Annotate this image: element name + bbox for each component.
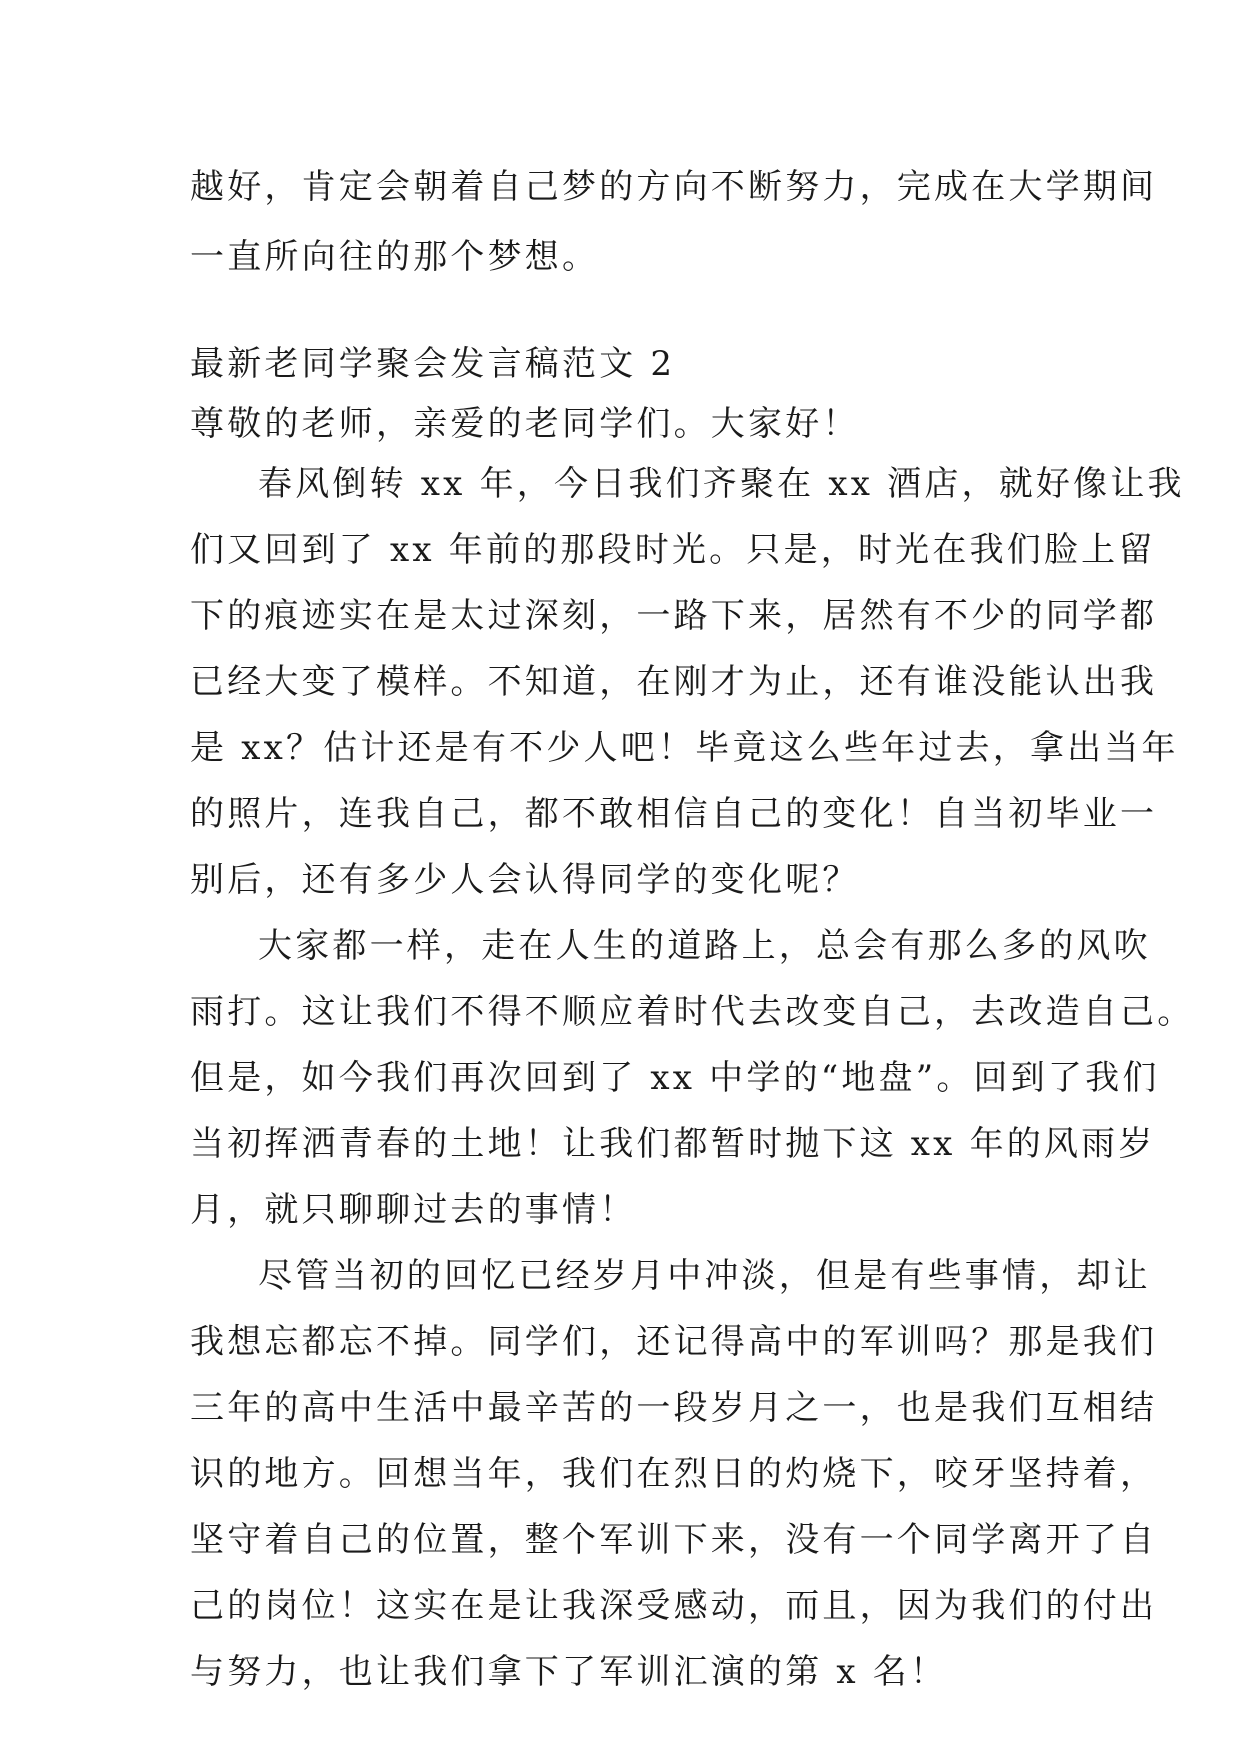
paragraph-3-line: 己的岗位！这实在是让我深受感动，而且，因为我们的付出 xyxy=(190,1586,1158,1626)
paragraph-3-line: 识的地方。回想当年，我们在烈日的灼烧下，咬牙坚持着， xyxy=(190,1454,1158,1494)
paragraph-1-line: 已经大变了模样。不知道，在刚才为止，还有谁没能认出我 xyxy=(190,662,1158,702)
paragraph-1-line: 别后，还有多少人会认得同学的变化呢？ xyxy=(190,860,860,900)
paragraph-2-line: 但是，如今我们再次回到了 xx 中学的“地盘”。回到了我们 xyxy=(190,1058,1160,1098)
paragraph-3-line: 我想忘都忘不掉。同学们，还记得高中的军训吗？那是我们 xyxy=(190,1322,1158,1362)
paragraph-3-line: 坚守着自己的位置，整个军训下来，没有一个同学离开了自 xyxy=(190,1520,1158,1560)
paragraph-3-line: 与努力，也让我们拿下了军训汇演的第 x 名！ xyxy=(190,1652,948,1692)
paragraph-2-line: 月，就只聊聊过去的事情！ xyxy=(190,1190,637,1230)
paragraph-3-line: 三年的高中生活中最辛苦的一段岁月之一，也是我们互相结 xyxy=(190,1388,1158,1428)
paragraph-2-line: 当初挥洒青春的土地！让我们都暂时抛下这 xx 年的风雨岁 xyxy=(190,1124,1156,1164)
paragraph-1-line: 春风倒转 xx 年，今日我们齐聚在 xx 酒店，就好像让我 xyxy=(258,464,1185,504)
paragraph-1-line: 们又回到了 xx 年前的那段时光。只是，时光在我们脸上留 xyxy=(190,530,1156,570)
paragraph-3-line: 尽管当初的回忆已经岁月中冲淡，但是有些事情，却让 xyxy=(258,1256,1151,1296)
paragraph-1-line: 是 xx？估计还是有不少人吧！毕竟这么些年过去，拿出当年 xyxy=(190,728,1179,768)
continuation-line-2: 一直所向往的那个梦想。 xyxy=(190,237,600,277)
greeting-line: 尊敬的老师，亲爱的老同学们。大家好！ xyxy=(190,404,860,444)
section-title: 最新老同学聚会发言稿范文 2 xyxy=(190,344,676,384)
paragraph-2-line: 雨打。这让我们不得不顺应着时代去改变自己，去改造自己。 xyxy=(190,992,1195,1032)
paragraph-1-line: 的照片，连我自己，都不敢相信自己的变化！自当初毕业一 xyxy=(190,794,1158,834)
paragraph-1-line: 下的痕迹实在是太过深刻，一路下来，居然有不少的同学都 xyxy=(190,596,1158,636)
paragraph-2-line: 大家都一样，走在人生的道路上，总会有那么多的风吹 xyxy=(258,926,1151,966)
continuation-line-1: 越好，肯定会朝着自己梦的方向不断努力，完成在大学期间 xyxy=(190,167,1158,207)
